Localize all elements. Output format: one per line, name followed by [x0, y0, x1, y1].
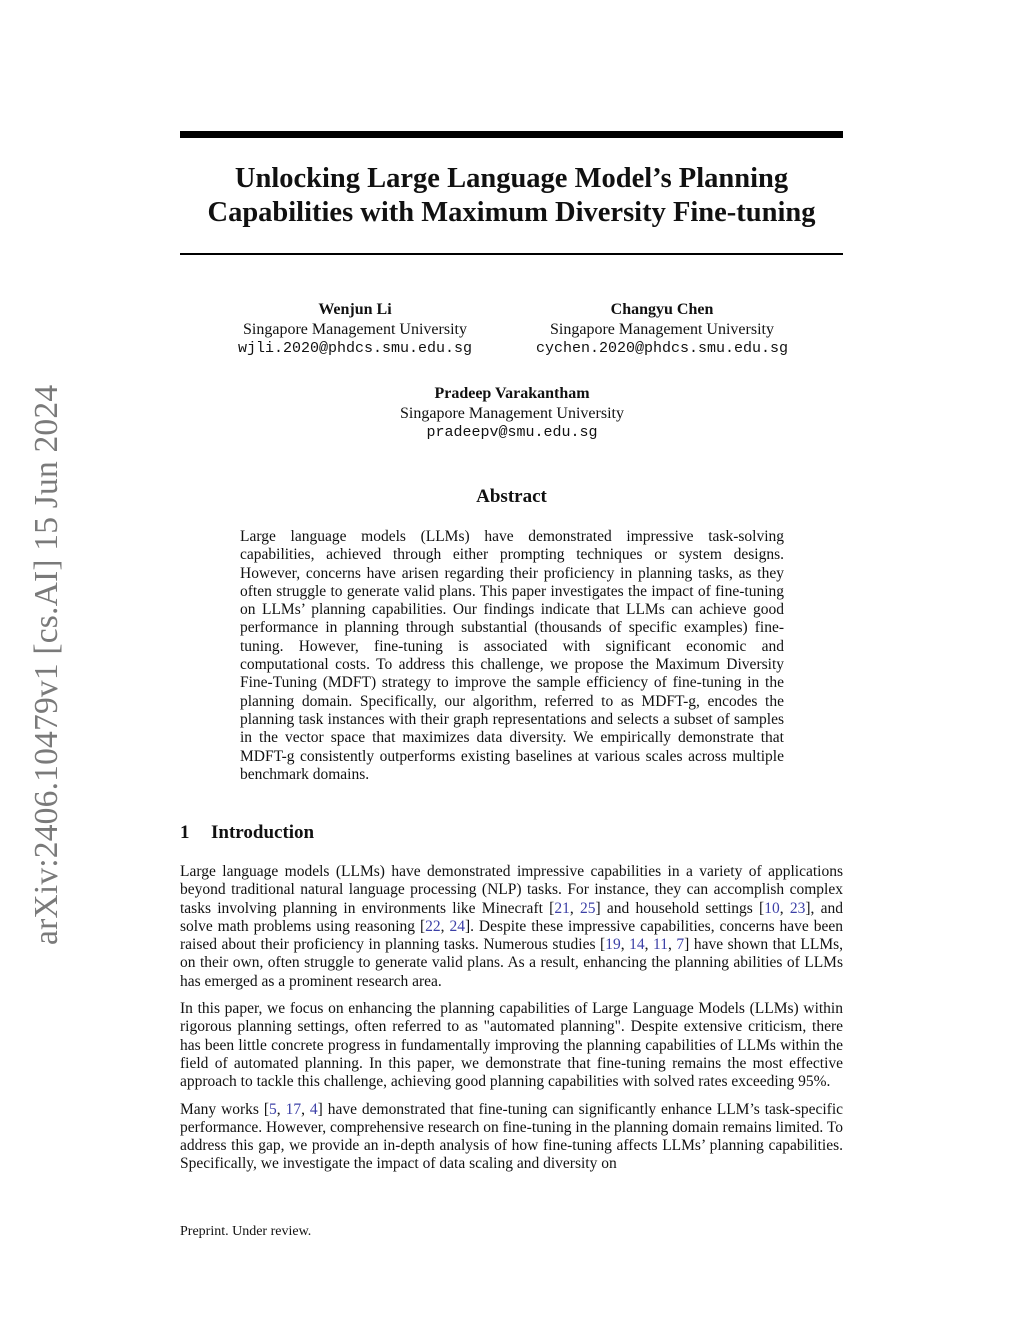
- paragraph-3: [180, 1101, 843, 1174]
- author-block-1: [205, 300, 505, 359]
- text-run: ,: [569, 899, 580, 917]
- introduction-body: [180, 863, 843, 1183]
- text-run: ] have shown that LLMs, on their own, often struggle to generate valid plans. As a result, enhancing the planning abilities of LLMs has emerged as a prominent research area.: [180, 936, 844, 990]
- citation-link[interactable]: 25: [579, 899, 596, 917]
- section-number: 1: [180, 822, 190, 843]
- author-affiliation: Singapore Management University: [400, 404, 624, 422]
- abstract-text: Large language models (LLMs) have demonstrated impressive task-solving capabilities, achieved through either prompting techniques or system designs. However, concerns have arisen regarding their proficiency in planning tasks, as they often struggle to generate valid plans. This paper investigates the impact of fine-tuning on LLMs’ planning capabilities. Our findings indicate that LLMs can achieve good performance in planning through substantial (thousands of specific examples) fine-tuning. However, fine-tuning is associated with significant economic and computational costs. To address this challenge, we propose the Maximum Diversity Fine-Tuning (MDFT) strategy to improve the sample efficiency of fine-tuning in the planning domain. Specifically, our algorithm, referred to as MDFT-g, encodes the planning task instances with their graph representations and selects a subset of samples in the vector space that maximizes data diversity. We empirically demonstrate that MDFT-g consistently outperforms existing baselines at various scales across multiple benchmark domains.: [240, 528, 784, 783]
- text-run: ,: [667, 936, 677, 954]
- author-affiliation: Singapore Management University: [550, 320, 774, 338]
- title-line-1: Unlocking Large Language Model’s Planning: [234, 163, 789, 194]
- citation-link[interactable]: 19: [605, 936, 621, 954]
- section-heading-introduction: [180, 822, 314, 844]
- text-run: ]. Despite these impressive capabilities, concerns have been raised about their proficiency in planning tasks. Numerous studies [: [180, 917, 844, 954]
- author-email[interactable]: cychen.2020@phdcs.smu.edu.sg: [535, 340, 789, 357]
- citation-link[interactable]: 5: [269, 1100, 277, 1118]
- citation-link[interactable]: 7: [676, 936, 685, 954]
- text-run: ,: [440, 917, 450, 935]
- author-name: Pradeep Varakantham: [434, 385, 590, 402]
- text-run: Large language models (LLMs) have demonstrated impressive capabilities in a variety of applications beyond traditional natural language processing (NLP) tasks. For instance, they can accomplish complex tasks involving planning in environments like Minecraft [: [180, 863, 843, 917]
- title-line-2: Capabilities with Maximum Diversity Fine-tuning: [207, 197, 816, 228]
- text-run: ,: [644, 936, 654, 954]
- section-title: Introduction: [211, 822, 315, 843]
- citation-link[interactable]: 11: [653, 936, 668, 954]
- author-block-3: [362, 384, 662, 443]
- author-affiliation: Singapore Management University: [243, 320, 467, 338]
- author-email[interactable]: wjli.2020@phdcs.smu.edu.sg: [237, 340, 473, 357]
- citation-link[interactable]: 4: [309, 1100, 318, 1118]
- paper-title: [180, 162, 843, 230]
- text-run: ,: [620, 936, 630, 954]
- text-run: ,: [276, 1100, 286, 1118]
- author-name: Changyu Chen: [610, 301, 714, 318]
- title-top-rule: [180, 131, 843, 138]
- paragraph-2: In this paper, we focus on enhancing the planning capabilities of Large Language Models (LLMs) within rigorous planning settings, often referred to as "automated planning". Despite extensive criticism, there has been little concrete progress in fundamentally improving the planning capabilities of LLMs within the field of automated planning. In this paper, we demonstrate that fine-tuning remains the most effective approach to tackle this challenge, achieving good planning capabilities with solved rates exceeding 95%.: [180, 1000, 843, 1091]
- citation-link[interactable]: 23: [789, 899, 806, 917]
- citation-link[interactable]: 21: [554, 899, 570, 917]
- text-run: Many works [: [180, 1100, 270, 1118]
- citation-link[interactable]: 17: [285, 1100, 302, 1118]
- citation-link[interactable]: 10: [764, 899, 780, 917]
- text-run: ,: [779, 899, 790, 917]
- author-email[interactable]: pradeepv@smu.edu.sg: [426, 424, 598, 441]
- footer-note: Preprint. Under review.: [180, 1224, 312, 1239]
- abstract-heading: Abstract: [476, 486, 547, 507]
- author-name: Wenjun Li: [318, 301, 392, 318]
- text-run: ], and solve math problems using reasoning [: [180, 899, 843, 935]
- text-run: ,: [301, 1100, 310, 1118]
- arxiv-identifier: arXiv:2406.10479v1 [cs.AI] 15 Jun 2024: [28, 384, 65, 945]
- citation-link[interactable]: 22: [425, 917, 441, 935]
- title-bottom-rule: [180, 253, 843, 255]
- author-block-2: [512, 300, 812, 359]
- paragraph-1: [180, 863, 843, 991]
- text-run: ] and household settings [: [595, 899, 765, 917]
- citation-link[interactable]: 14: [629, 936, 645, 954]
- citation-link[interactable]: 24: [449, 917, 465, 935]
- text-run: ] have demonstrated that fine-tuning can significantly enhance LLM’s task-specific performance. However, comprehensive research on fine-tuning in the planning domain remains limited. To address this gap, we provide an in-depth analysis of how fine-tuning affects LLMs’ planning capabilities. Specifically, we investigate the impact of data scaling and diversity on: [180, 1100, 844, 1173]
